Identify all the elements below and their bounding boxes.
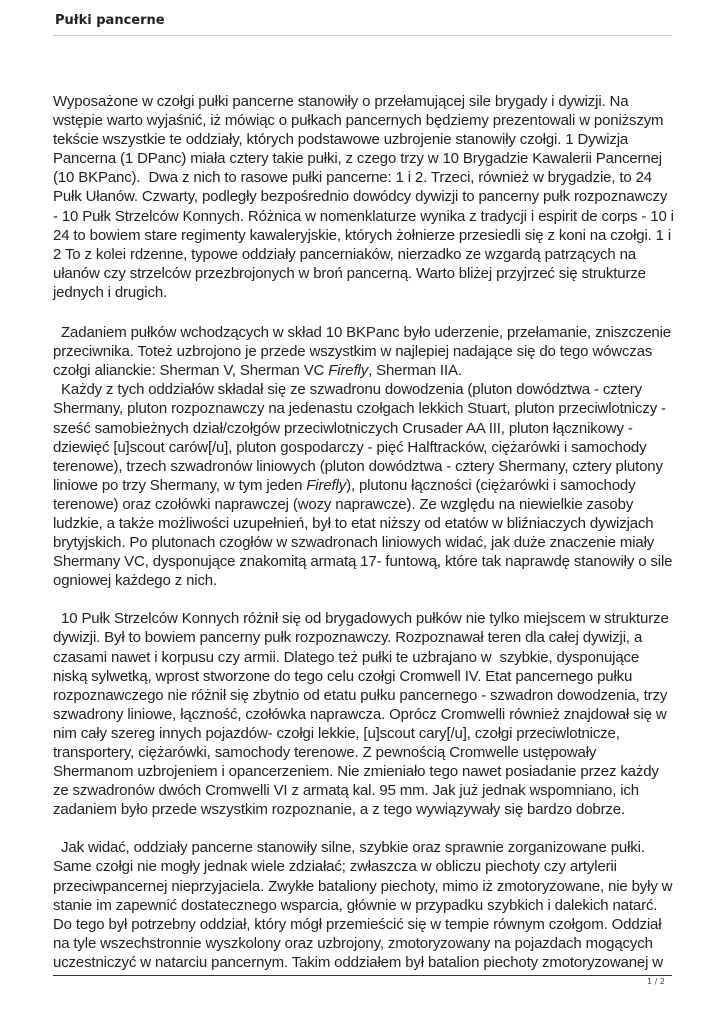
italic-tank-name: Firefly — [306, 476, 347, 494]
paragraph-spacer — [53, 302, 676, 323]
paragraph-recon-regiment: 10 Pułk Strzelców Konnych różnił się od brygadowych pułków nie tylko miejscem w strukturze dywizji. Był to bowiem pancerny pułk rozpoznawczy. Rozpoznawał teren dla całej dywizji, a czasami nawet i korpusu czy armii. Dlatego też pułki te uzbrajano w szybkie, dysponujące niską sylwetką, wprost stworzone do tego celu czołgi Cromwell IV. Etat pancernego pułku rozpoznawczego nie różnił się zbytnio od etatu pułku pancernego - szwadron dowodzenia, trzy szwadrony liniowe, łączność, czołówka naprawcza. Oprócz Cromwelli również znajdował się w nim cały szereg innych pojazdów- czołgi lekkie, [u]scout cary[/u], czołgi przeciwlotnicze, transportery, ciężarówki, samochody terenowe. Z pewnością Cromwelle ustępowały Shermanom uzbrojeniem i opancerzeniem. Nie zmieniało tego nawet posiadanie przez każdy ze szwadronów dwóch Cromwelli VI z armatą kal. 95 mm. Jak już jednak wspomniano, ich zadaniem było przede wszystkim rozpoznanie, a z tego wywiązywały się bardzo dobrze. — [53, 610, 673, 819]
page-number: 1 / 2 — [647, 977, 665, 986]
paragraph-intro: Wyposażone w czołgi pułki pancerne stanowiły o przełamującej sile brygady i dywizji. Na wstępie warto wyjaśnić, iż mówiąc o pułkach pancernych będziemy prezentowali w poniższym tekście wszystkie te oddziały, których podstawowe uzbrojenie stanowiły czołgi. 1 Dywizja Pancerna (1 DPanc) miała cztery takie pułki, z czego trzy w 10 Brygadzie Kawalerii Pancernej (10 BKPanc). Dwa z nich to rasowe pułki pancerne: 1 i 2. Trzeci, również w brygadzie, to 24 Pułk Ułanów. Czwarty, podległy bezpośrednio dowódcy dywizji to pancerny pułk rozpoznawczy - 10 Pułk Strzelców Konnych. Różnica w nomenklaturze wynika z tradycji i espirit de corps - 10 i 24 to bowiem stare regimenty kawaleryjskie, których żołnierze przesiedli się z koni na czołgi. 1 i 2 To z kolei rdzenne, typowe oddziały pancerniaków, nierzadko ze wzgardą patrzących na ułanów czy strzelców przezbrojonych w broń pancerną. Warto bliżej przyjrzeć się strukturze jednych i drugich. — [53, 93, 678, 301]
paragraph-regiment-structure — [53, 380, 676, 590]
text-run: Każdy z tych oddziałów składał się ze szwadronu dowodzenia (pluton dowództwa - cztery Shermany, pluton rozpoznawczy na jedenastu czołgach lekkich Stuart, pluton przeciwlotniczy - sześć samobieżnych dział/czołgów przeciwlotniczych Crusader AA III, pluton łącznikowy - dziewięć [u]scout carów[/u], pluton gospodarczy - pięć Halftracków, ciężarówki i samochody terenowe), trzech szwadronów liniowych (pluton dowództwa - cztery Shermany, cztery plutony liniowe po trzy Shermany, w tym jeden — [53, 381, 670, 494]
article-body — [53, 92, 676, 972]
paragraph-spacer — [53, 590, 676, 609]
paragraph-brigade-tasks — [53, 323, 676, 380]
italic-tank-name: Firefly — [328, 362, 369, 380]
page-title: Pułki pancerne — [55, 13, 165, 28]
paragraph-infantry-support: Jak widać, oddziały pancerne stanowiły silne, szybkie oraz sprawnie zorganizowane pułki. Same czołgi nie mogły jednak wiele zdziałać; zwłaszcza w obliczu piechoty czy artylerii przeciwpancernej nieprzyjaciela. Zwykłe bataliony piechoty, mimo iż zmotoryzowane, nie były w stanie im zapewnić dostatecznego wsparcia, głównie w przypadku szybkich i dalekich natarć. Do tego był potrzebny oddział, który mógł przemieścić się w tempie równym czołgom. Oddział na tyle wszechstronnie wyszkolony oraz uzbrojony, zmotoryzowany na pojazdach mogących uczestniczyć w natarciu pancernym. Takim oddziałem był batalion piechoty zmotoryzowanej w — [53, 839, 677, 971]
text-run: Zadaniem pułków wchodzących w skład 10 BKPanc było uderzenie, przełamanie, zniszczenie przeciwnika. Toteż uzbrojono je przede wszystkim w najlepiej nadające się do tego wówczas czołgi alianckie: Sherman V, Sherman VC — [53, 324, 676, 380]
footer-divider — [53, 975, 672, 976]
text-run: , Sherman IIA. — [368, 362, 462, 380]
header-divider — [53, 35, 672, 36]
text-run: ), plutonu łączności (ciężarówki i samochody terenowe) oraz czołówki naprawczej (wozy naprawcze). Ze względu na niewielkie zasoby ludzkie, a także możliwości uzupełnień, był to etat niższy od etatów w bliźniaczych dywizjach brytyjskich. Po plutonach czogłów w szwadronach liniowych widać, jak duże znaczenie miały Shermany VC, dysponujące znakomitą armatą 17- funtową, które tak naprawdę stanowiły o sile ogniowej każdego z nich. — [53, 476, 677, 590]
paragraph-spacer — [53, 819, 676, 838]
